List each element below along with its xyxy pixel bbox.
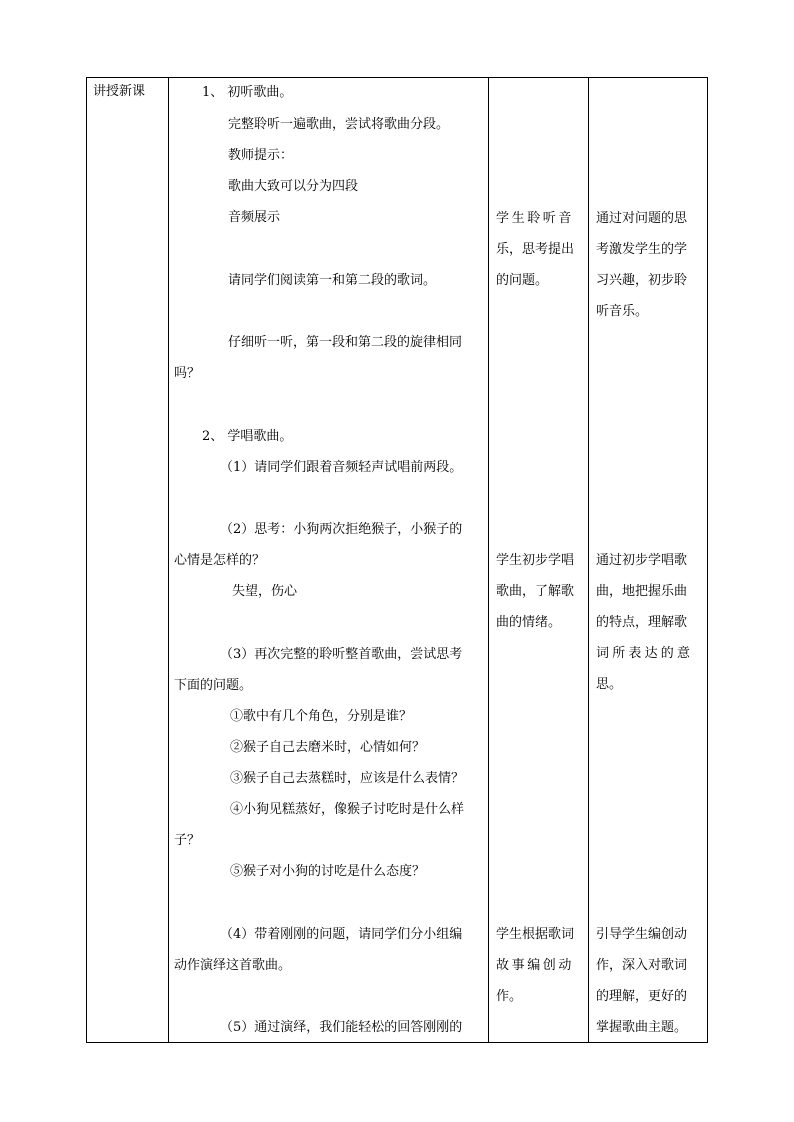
student-line: 乐，思考提出 [496, 242, 575, 257]
column-divider [168, 77, 169, 1043]
content-line: （5）通过演绎，我们能轻松的回答刚刚的 [220, 1020, 463, 1035]
student-line: 作。 [496, 989, 523, 1004]
content-line: 子？ [174, 833, 201, 848]
content-line: （4）带着刚刚的问题，请同学们分小组编 [220, 927, 463, 942]
content-line: 1、 初听歌曲。 [202, 85, 293, 100]
content-line: 请同学们阅读第一和第二段的歌词。 [228, 273, 437, 288]
intent-line: 听音乐。 [596, 304, 649, 319]
intent-line: 习兴趣，初步聆 [596, 273, 688, 288]
intent-line: 掌握歌曲主题。 [596, 1020, 688, 1035]
content-line: ⑤猴子对小狗的讨吃是什么态度？ [230, 864, 426, 879]
column-divider [588, 77, 589, 1043]
intent-line: 引导学生编创动 [596, 927, 688, 942]
content-line: 歌曲大致可以分为四段 [228, 179, 359, 194]
content-line: （3）再次完整的聆听整首歌曲，尝试思考 [220, 647, 463, 662]
intent-line: 的特点，理解歌 [596, 615, 688, 630]
intent-line: 曲，地把握乐曲 [596, 584, 688, 599]
content-line: ③猴子自己去蒸糕时，应该是什么表情？ [230, 771, 465, 786]
content-line: （2）思考：小狗两次拒绝猴子，小猴子的 [220, 522, 463, 537]
intent-line: 的理解，更好的 [596, 989, 688, 1004]
section-label: 讲授新课 [93, 84, 146, 99]
intent-line: 通过初步学唱歌 [596, 553, 688, 568]
student-line: 歌曲，了解歌 [496, 584, 575, 599]
content-line: 心情是怎样的？ [174, 553, 266, 568]
student-line: 学生聆听音 [496, 211, 575, 226]
content-line: （1）请同学们跟着音频轻声试唱前两段。 [220, 460, 463, 475]
content-line: 下面的问题。 [174, 678, 253, 693]
student-line: 学生初步学唱 [496, 553, 575, 568]
content-line: ④小狗见糕蒸好，像猴子讨吃时是什么样 [230, 802, 465, 817]
content-line: 教师提示： [228, 148, 294, 163]
intent-line: 考激发学生的学 [596, 242, 688, 257]
content-line: 失望，伤心 [232, 584, 298, 599]
student-line: 曲的情绪。 [496, 615, 562, 630]
column-divider [488, 77, 489, 1043]
intent-line: 思。 [596, 677, 623, 692]
content-line: 动作演绎这首歌曲。 [174, 958, 292, 973]
content-line: 音频展示 [228, 210, 281, 225]
intent-line: 作，深入对歌词 [596, 958, 688, 973]
student-line: 的问题。 [496, 273, 549, 288]
content-line: 吗？ [174, 366, 201, 381]
intent-line: 词所表达的意 [596, 646, 694, 661]
content-line: ①歌中有几个角色，分别是谁？ [230, 709, 413, 724]
content-line: 仔细听一听，第一段和第二段的旋律相同 [228, 335, 463, 350]
content-line: ②猴子自己去磨米时，心情如何？ [230, 740, 426, 755]
student-line: 故事编创动 [496, 958, 575, 973]
content-line: 完整聆听一遍歌曲，尝试将歌曲分段。 [228, 117, 450, 132]
content-line: 2、 学唱歌曲。 [202, 429, 293, 444]
student-line: 学生根据歌词 [496, 927, 575, 942]
intent-line: 通过对问题的思 [596, 211, 688, 226]
